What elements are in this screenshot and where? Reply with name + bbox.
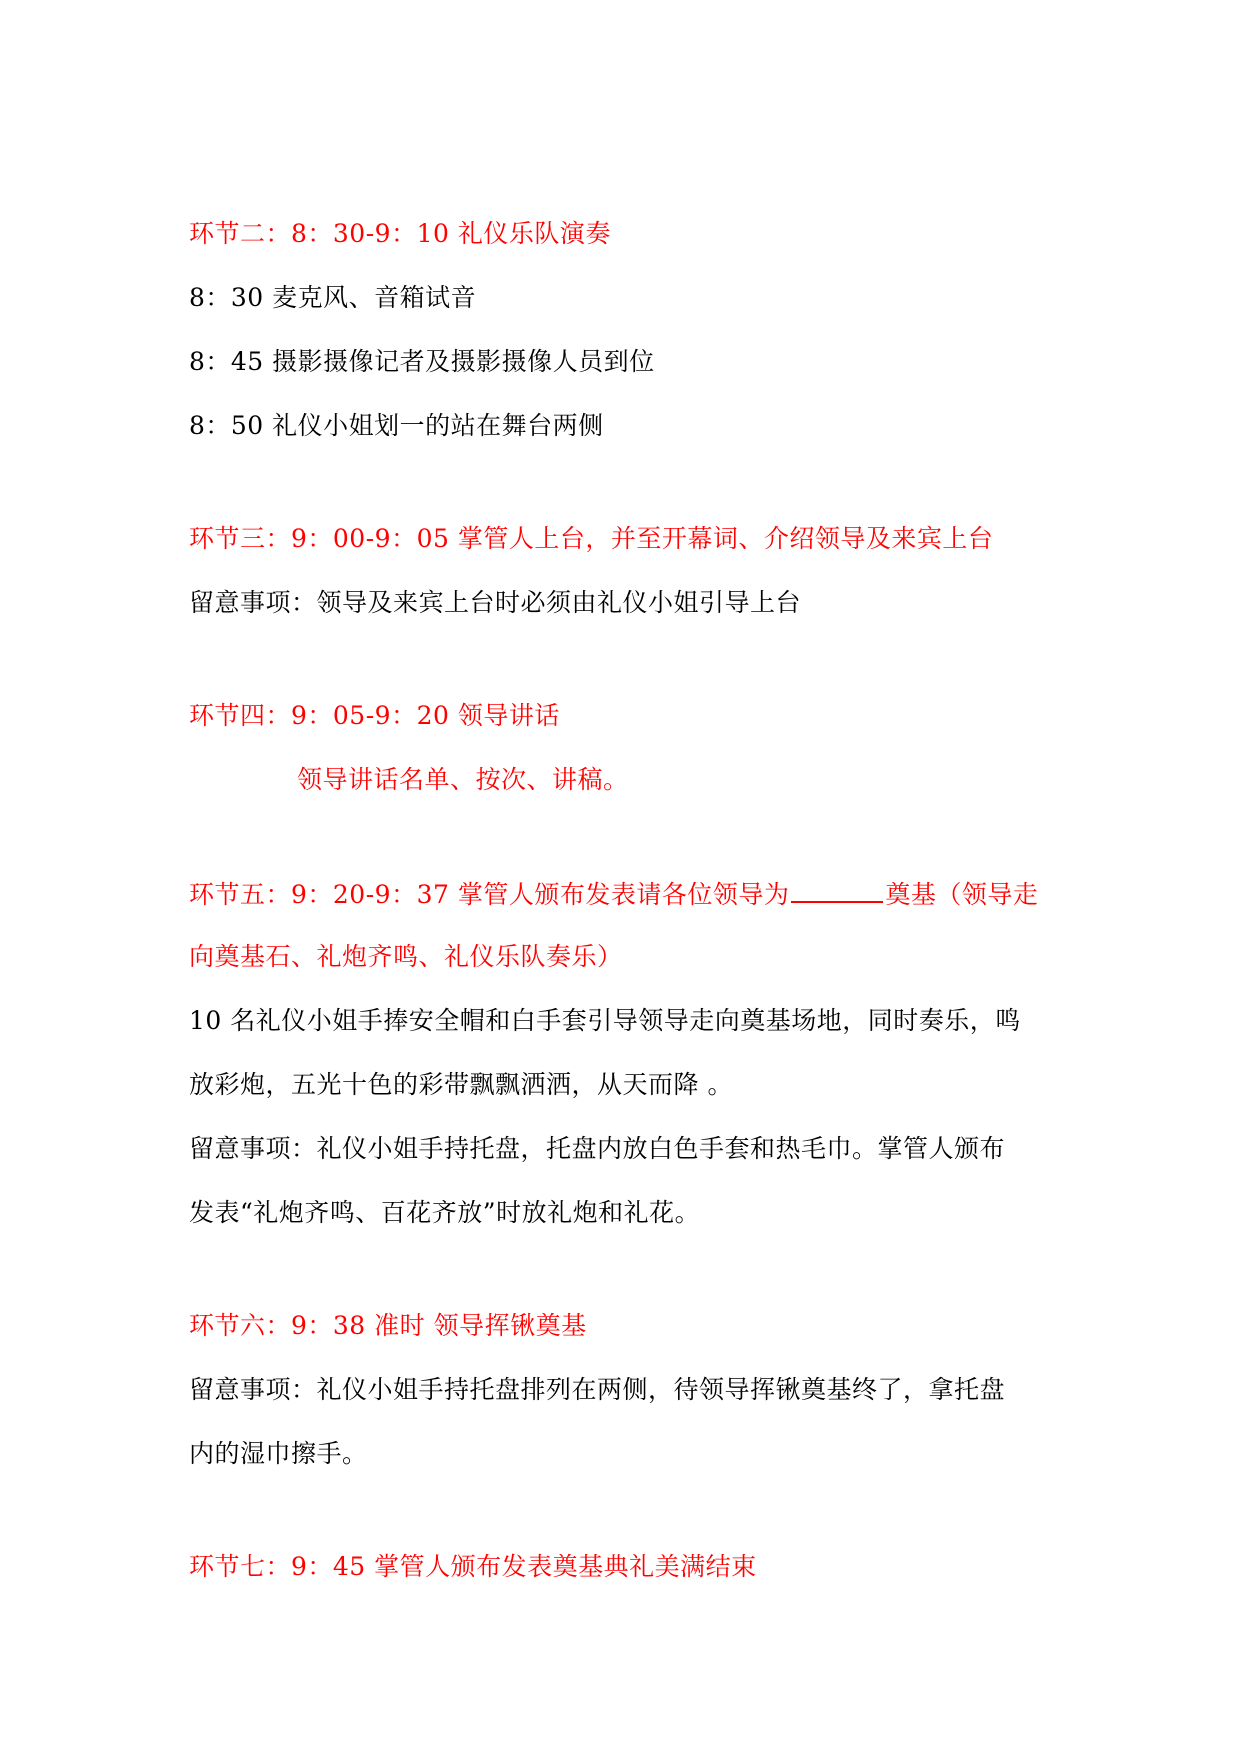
section-6-heading: 环节六：9：38 准时 领导挥锹奠基 [189,1311,587,1340]
section-2-item-2: 8：45 摄影摄像记者及摄影摄像人员到位 [189,347,655,376]
section-3-note: 留意事项：领导及来宾上台时必须由礼仪小姐引导上台 [189,588,802,617]
section-5-body-line1: 10 名礼仪小姐手捧安全帽和白手套引导领导走向奠基场地，同时奏乐，鸣 [189,1006,1021,1035]
section-2-item-1: 8：30 麦克风、音箱试音 [189,283,477,312]
fill-in-blank [791,877,883,903]
section-4-sub: 领导讲话名单、按次、讲稿。 [297,765,629,794]
section-5-heading-part1: 环节五：9：20-9：37 掌管人颁布发表请各位领导为 [189,880,790,909]
section-5-body-line2: 放彩炮，五光十色的彩带飘飘洒洒，从天而降 。 [189,1070,733,1099]
section-2-heading: 环节二：8：30-9：10 礼仪乐队演奏 [189,219,611,248]
section-6-note-line1: 留意事项：礼仪小姐手持托盘排列在两侧，待领导挥锹奠基终了，拿托盘 [189,1375,1006,1404]
section-5-heading-line2: 向奠基石、礼炮齐鸣、礼仪乐队奏乐） [189,942,623,971]
section-7-heading: 环节七：9：45 掌管人颁布发表奠基典礼美满结束 [189,1552,757,1581]
section-3-heading: 环节三：9：00-9：05 掌管人上台，并至开幕词、介绍领导及来宾上台 [189,524,994,553]
section-4-heading: 环节四：9：05-9：20 领导讲话 [189,701,560,730]
section-2-item-3: 8：50 礼仪小姐划一的站在舞台两侧 [189,411,604,440]
section-6-note-line2: 内的湿巾擦手。 [189,1439,368,1468]
section-5-note-line2: 发表“礼炮齐鸣、百花齐放”时放礼炮和礼花。 [189,1198,701,1227]
section-5-note-line1: 留意事项：礼仪小姐手持托盘，托盘内放白色手套和热毛巾。掌管人颁布 [189,1134,1006,1163]
section-5-heading-part2: 奠基（领导走 [885,880,1039,909]
section-5-heading [189,877,1038,911]
